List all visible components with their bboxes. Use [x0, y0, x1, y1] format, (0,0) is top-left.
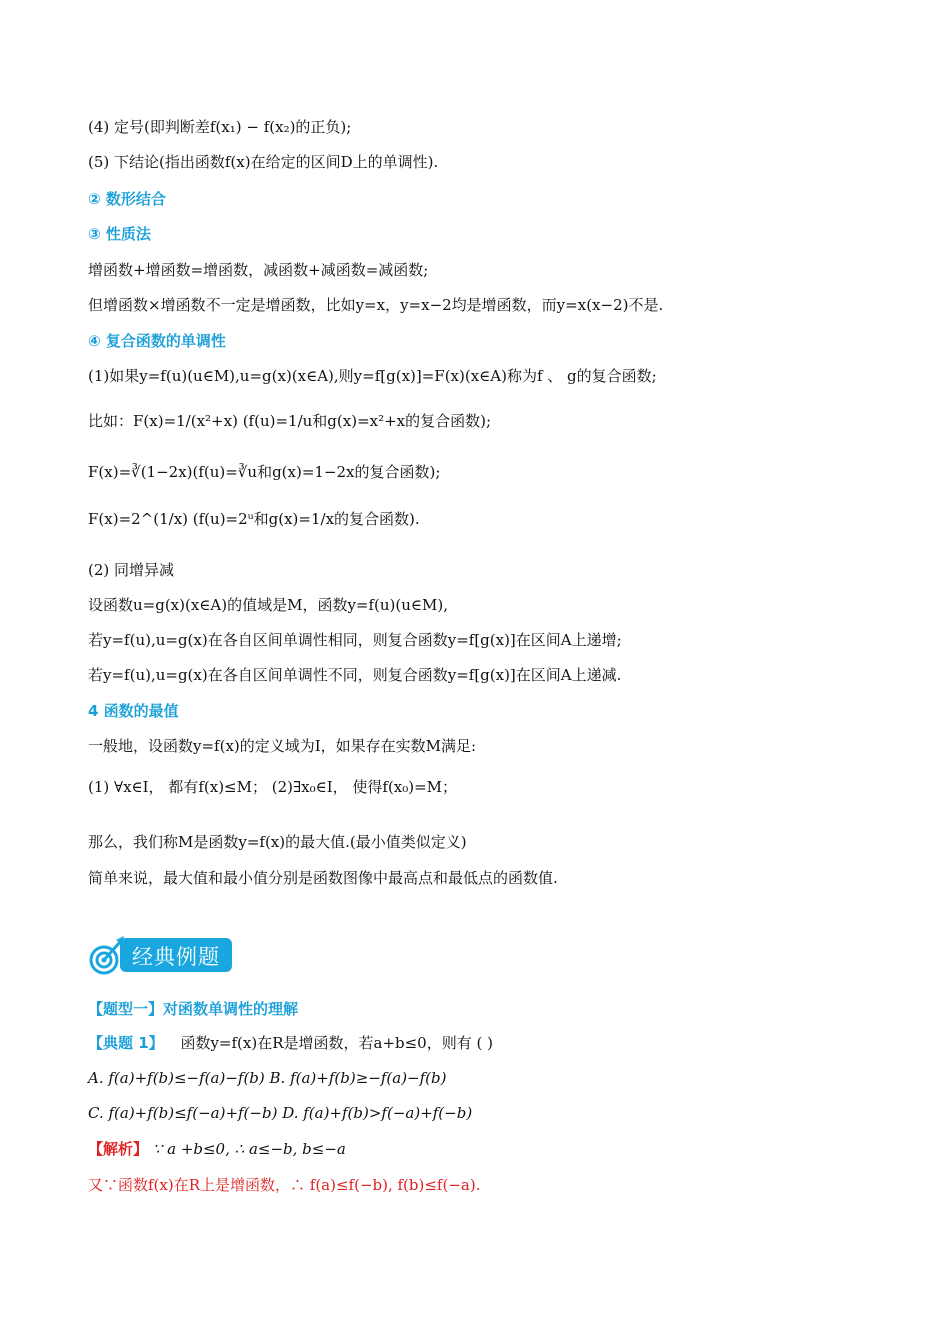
- max-simple-summary: 简单来说，最大值和最小值分别是函数图像中最高点和最低点的函数值.: [88, 869, 558, 887]
- options-ab: A. f(a)+f(b)≤−f(a)−f(b) B. f(a)+f(b)≥−f(a)−f(b): [88, 1069, 447, 1087]
- composite-def-text: (1)如果y=f(u)(u∈M),u=g(x)(x∈A),则y=f[g(x)]=F(x)(x∈A)称为f 、 g的复合函数;: [88, 367, 657, 385]
- composite-decrease-text: 若y=f(u),u=g(x)在各自区间单调性不同，则复合函数y=f[g(x)]在区间A上递减.: [88, 666, 622, 684]
- composite-example-2: F(x)=∛(1−2x)(f(u)=∛u和g(x)=1−2x的复合函数);: [88, 463, 441, 481]
- composite-setup-text: 设函数u=g(x)(x∈A)的值域是M，函数y=f(u)(u∈M),: [88, 596, 449, 614]
- composite-example-1: 比如：F(x)=1/(x²+x) (f(u)=1/u和g(x)=x²+x的复合函数);: [88, 412, 492, 430]
- analysis-line-2: 又∵函数f(x)在R上是增函数，∴ f(a)≤f(−b), f(b)≤f(−a).: [88, 1176, 481, 1194]
- heading-shuxing: ② 数形结合: [88, 190, 166, 208]
- section-banner: [88, 934, 238, 978]
- step-4-text: (4) 定号(即判断差f(x₁) − f(x₂)的正负);: [88, 118, 352, 136]
- analysis-line-1: [88, 1138, 346, 1160]
- analysis-text-1: ∵ a +b≤0, ∴ a≤−b, b≤−a: [152, 1140, 346, 1158]
- banner-title: 经典例题: [132, 945, 220, 969]
- heading-xingzhi: ③ 性质法: [88, 225, 151, 243]
- max-def-intro: 一般地，设函数y=f(x)的定义域为I，如果存在实数M满足:: [88, 737, 477, 755]
- heading-zuizhi: 4 函数的最值: [88, 702, 179, 720]
- example-1-question: [88, 1032, 493, 1054]
- analysis-label: 【解析】: [88, 1140, 149, 1158]
- composite-increase-text: 若y=f(u),u=g(x)在各自区间单调性相同，则复合函数y=f[g(x)]在区间A上递增;: [88, 631, 622, 649]
- same-increase-heading: (2) 同增异减: [88, 561, 175, 579]
- example-label: 【典题 1】: [88, 1034, 164, 1052]
- options-cd: C. f(a)+f(b)≤f(−a)+f(−b) D. f(a)+f(b)>f(−a)+f(−b): [88, 1104, 473, 1122]
- max-def-conditions: (1) ∀x∈I， 都有f(x)≤M； (2)∃x₀∈I， 使得f(x₀)=M；: [88, 778, 458, 796]
- heading-fuhe: ④ 复合函数的单调性: [88, 332, 226, 350]
- property-note-text: 但增函数×增函数不一定是增函数，比如y=x，y=x−2均是增函数，而y=x(x−2)不是.: [88, 296, 664, 314]
- composite-example-3: F(x)=2^(1/x) (f(u)=2ᵘ和g(x)=1/x的复合函数).: [88, 510, 420, 528]
- max-def-conclusion: 那么，我们称M是函数y=f(x)的最大值.(最小值类似定义): [88, 833, 467, 851]
- property-rule-text: 增函数+增函数=增函数，减函数+减函数=减函数;: [88, 261, 429, 279]
- question-text: 函数y=f(x)在R是增函数，若a+b≤0，则有 ( ): [180, 1034, 493, 1052]
- question-type-label: 【题型一】对函数单调性的理解: [88, 1000, 299, 1018]
- step-5-text: (5) 下结论(指出函数f(x)在给定的区间D上的单调性).: [88, 153, 439, 171]
